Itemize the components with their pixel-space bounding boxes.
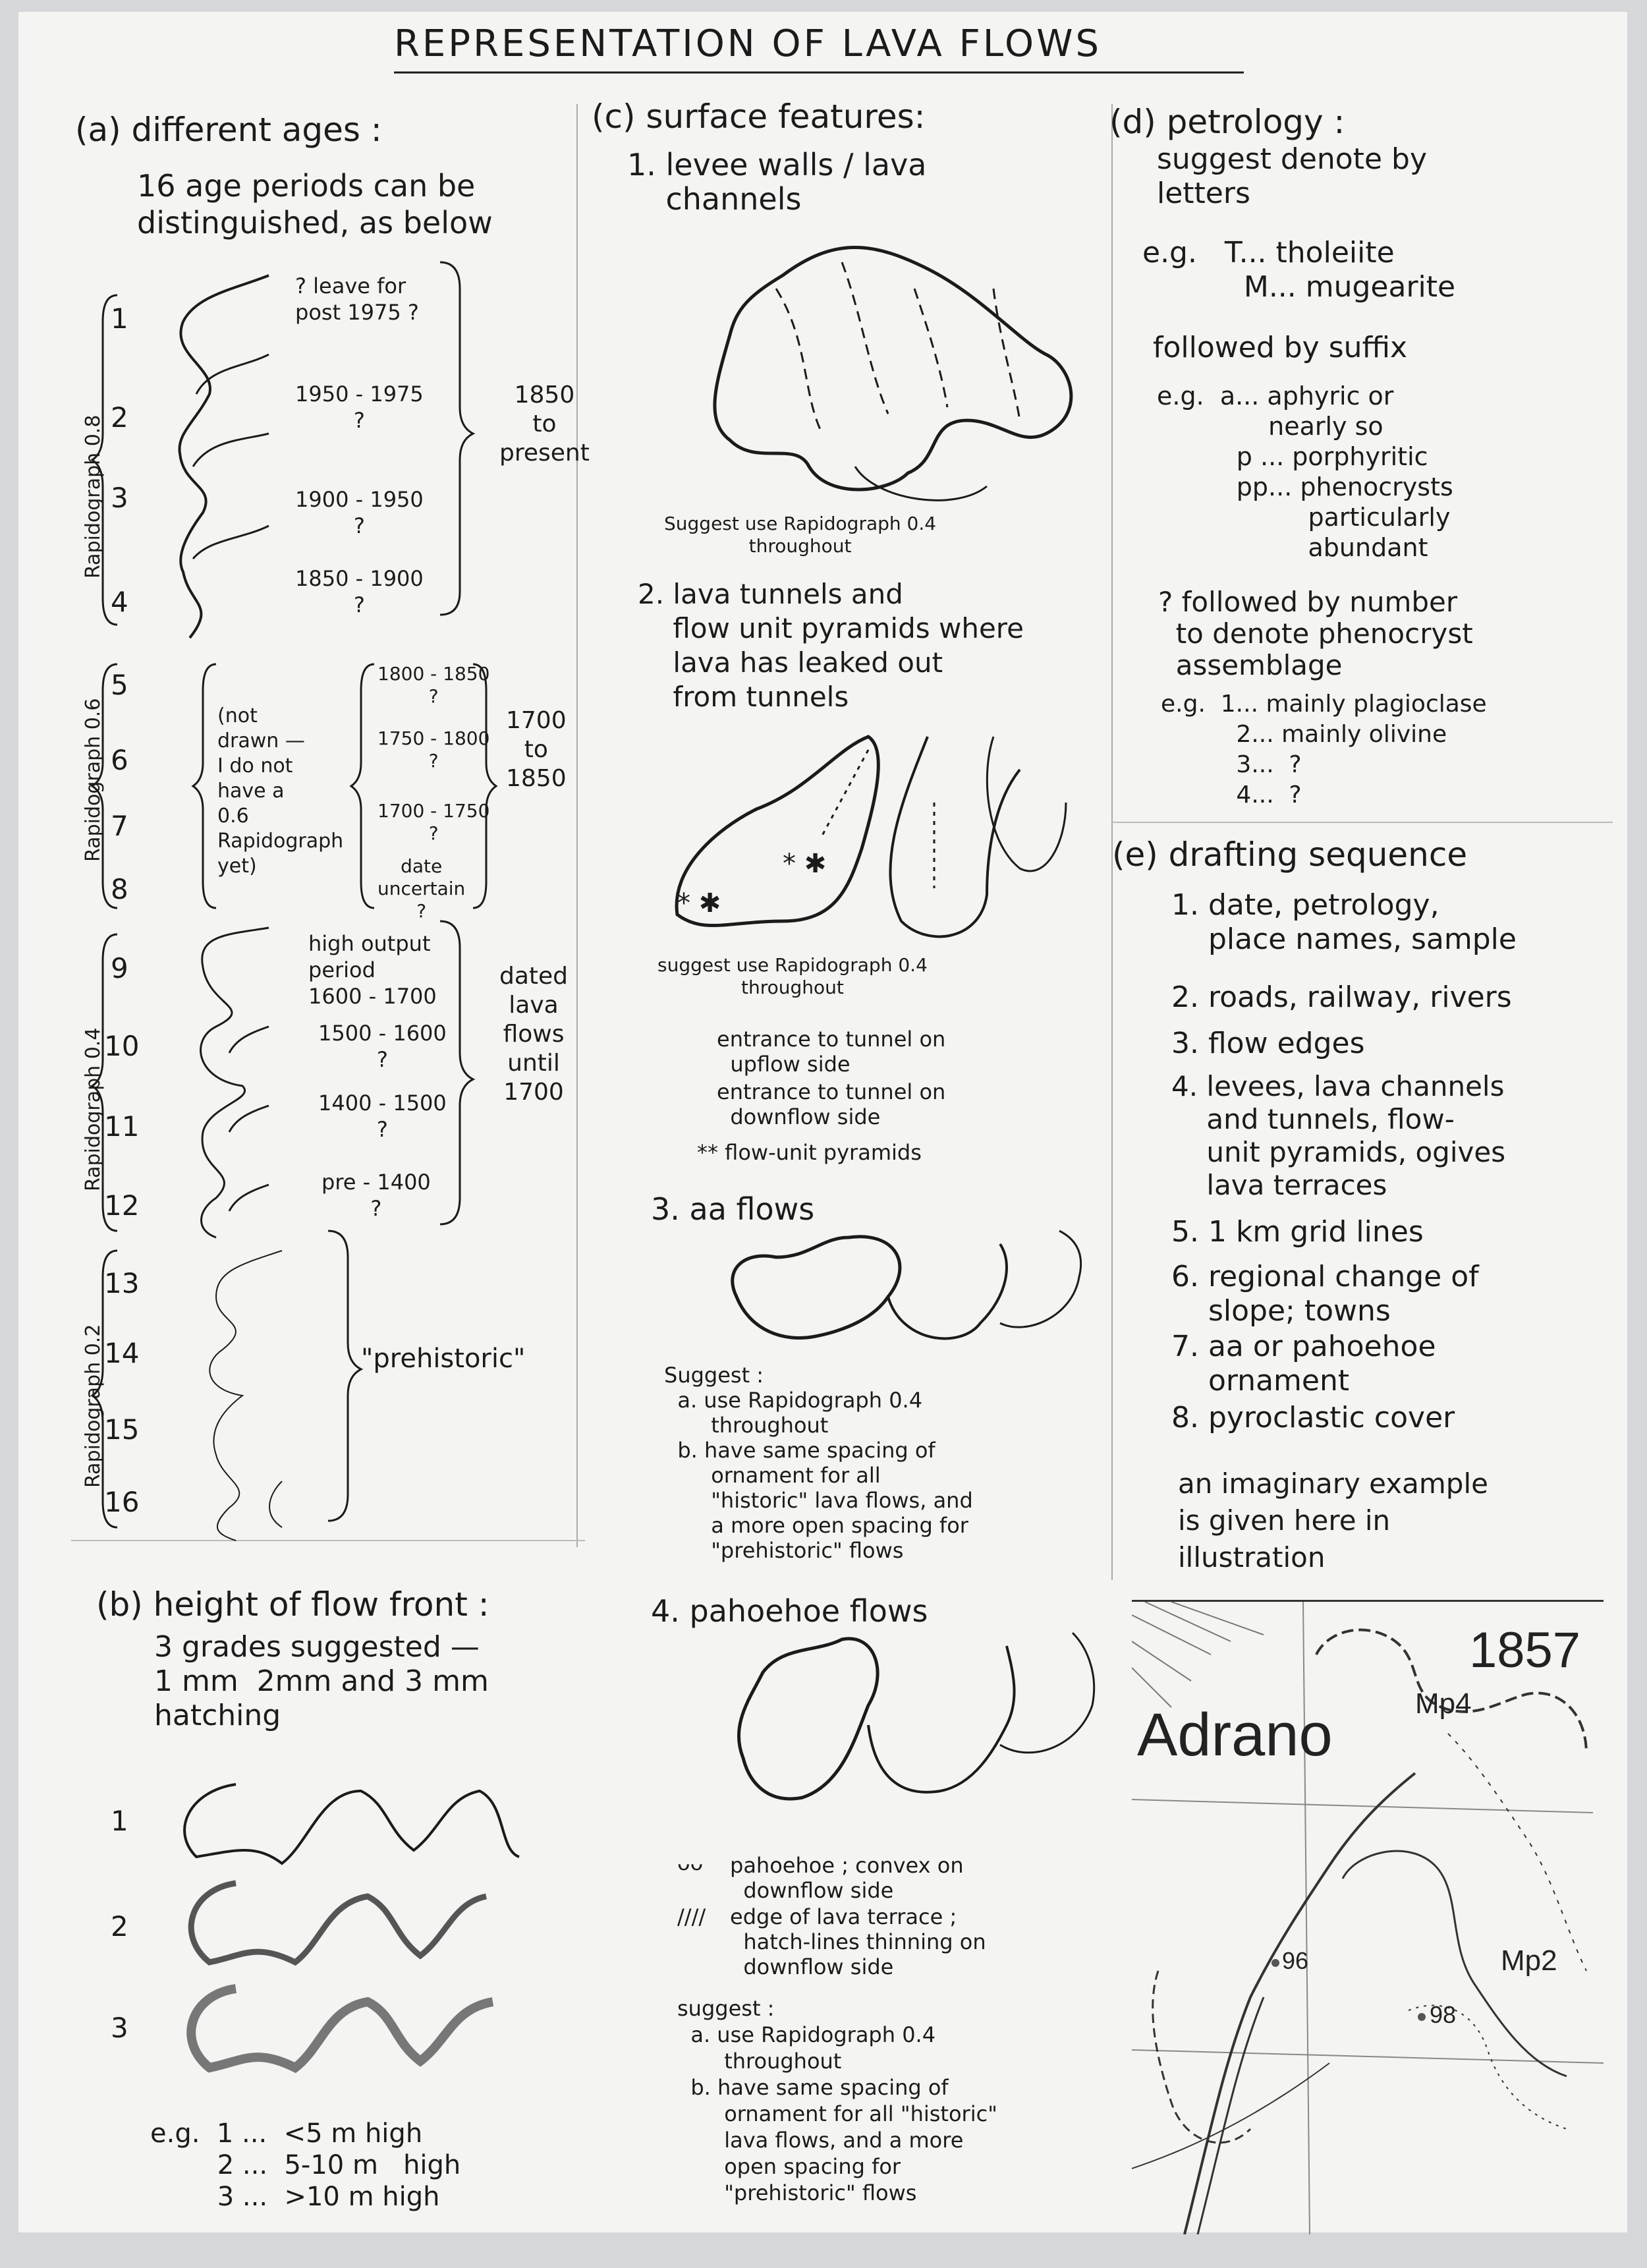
drafting-step-1: 1. date, petrology, place names, sample [1171, 888, 1517, 956]
lobe-10 [229, 1027, 269, 1053]
row-date-6: 1750 - 1800 ? [377, 727, 490, 772]
row-number-6: 6 [111, 744, 128, 776]
aa-diagram-lobe-3 [1000, 1231, 1081, 1327]
rapidograph-label-04: Rapidograph 0.4 [82, 1027, 105, 1191]
brace-not-drawn [193, 664, 216, 908]
grade-3-front [191, 1989, 493, 2068]
legend-pyramids: ** flow-unit pyramids [697, 1140, 922, 1165]
drafting-step-4: 4. levees, lava channels and tunnels, flow- unit pyramids, ogives lava terraces [1171, 1070, 1506, 1201]
levee-channel-2 [842, 262, 888, 414]
row-number-10: 10 [104, 1030, 140, 1062]
row-number-12: 12 [104, 1189, 140, 1222]
tunnel-diagram-lobe-2 [890, 737, 1020, 936]
map-petrology-label-1: Mp4 [1415, 1687, 1472, 1720]
aa-suggest: Suggest : a. use Rapidograph 0.4 throughout b. have same spacing of ornament for all "historic" lava flows, and a more open spacing for "prehistoric" flows [664, 1363, 973, 1563]
map-line-art [1132, 1602, 1604, 2234]
row-number-9: 9 [111, 952, 128, 984]
section-b-intro: 3 grades suggested — 1 mm 2mm and 3 mm hatching [154, 1630, 489, 1732]
pahoehoe-diagram-lobe-1 [739, 1639, 878, 1799]
drafting-step-6: 6. regional change of slope; towns [1171, 1260, 1479, 1328]
row-number-15: 15 [104, 1413, 140, 1446]
row-number-2: 2 [111, 401, 128, 434]
grade-1-front [184, 1784, 519, 1863]
group-label-1700-1850: 1700 to 1850 [506, 707, 567, 792]
lobe-16 [269, 1481, 282, 1527]
not-drawn-note: (not drawn — I do not have a 0.6 Rapidograph yet) [217, 704, 344, 878]
levee-diagram-outline [715, 248, 1071, 490]
levee-lower-lobe [855, 467, 987, 500]
drafting-step-8: 8. pyroclastic cover [1171, 1401, 1455, 1434]
map-spot-height-2: 98 [1430, 2001, 1457, 2028]
row-date-8: date uncertain ? [377, 855, 466, 922]
row-number-8: 8 [111, 873, 128, 905]
brace-1850-present [440, 262, 473, 615]
grade-2-front [191, 1883, 486, 1962]
drafting-step-2: 2. roads, railway, rivers [1171, 980, 1512, 1014]
group-label-dated-until-1700: dated lava flows until 1700 [499, 963, 569, 1106]
row-date-1: ? leave for post 1975 ? [295, 273, 419, 325]
lobe-2 [196, 354, 269, 394]
row-date-3: 1900 - 1950 ? [295, 487, 424, 538]
number-list: e.g. 1... mainly plagioclase 2... mainly olivine 3... ? 4... ? [1161, 691, 1487, 808]
levee-channel-1 [776, 289, 822, 434]
row-date-12: pre - 1400 ? [321, 1170, 431, 1221]
section-d-heading: (d) petrology : [1109, 103, 1345, 141]
row-date-4: 1850 - 1900 ? [295, 566, 424, 617]
tunnel-note: suggest use Rapidograph 0.4 throughout [657, 954, 928, 998]
levee-channel-4 [993, 289, 1020, 420]
legend-pahoehoe: pahoehoe ; convex on downflow side [730, 1853, 964, 1903]
row-number-4: 4 [111, 586, 128, 618]
levee-title: 1. levee walls / lava channels [627, 147, 927, 217]
section-a-heading: (a) different ages : [75, 111, 382, 149]
row-number-1: 1 [111, 302, 128, 335]
section-b-heading: (b) height of flow front : [96, 1585, 489, 1624]
number-intro: ? followed by number to denote phenocryst assemblage [1158, 586, 1473, 681]
lobe-4 [193, 526, 269, 559]
petrology-intro: suggest denote by letters [1157, 142, 1427, 210]
tunnel-diagram-lobe-3 [987, 737, 1066, 871]
rapidograph-label-06: Rapidograph 0.6 [82, 698, 105, 862]
suffix-intro: followed by suffix [1153, 331, 1408, 364]
section-a-intro: 16 age periods can be distinguished, as below [137, 168, 493, 241]
row-number-14: 14 [104, 1337, 140, 1369]
drafting-step-5: 5. 1 km grid lines [1171, 1215, 1424, 1249]
pahoehoe-suggest: suggest : a. use Rapidograph 0.4 throughout b. have same spacing of ornament for all "historic" lava flows, and a more open spacing for "prehistoric" flows [677, 1996, 997, 2205]
row-number-16: 16 [104, 1486, 140, 1518]
aa-title: 3. aa flows [651, 1191, 815, 1227]
map-year-label: 1857 [1469, 1622, 1581, 1678]
row-date-2: 1950 - 1975 ? [295, 382, 424, 433]
legend-tunnel-downflow: entrance to tunnel on downflow side [717, 1079, 946, 1129]
group-label-1850-present: 1850 to present [499, 382, 590, 467]
row-date-10: 1500 - 1600 ? [318, 1021, 447, 1072]
height-example: e.g. 1 ... <5 m high 2 ... 5-10 m high 3 ... >10 m high [150, 2118, 461, 2212]
rapidograph-label-08: Rapidograph 0.8 [82, 414, 105, 579]
grade-label-2: 2 [111, 1910, 128, 1942]
grade-label-1: 1 [111, 1805, 128, 1837]
legend-lava-terrace: edge of lava terrace ; hatch-lines thinning on downflow side [730, 1904, 986, 1979]
row-number-7: 7 [111, 810, 128, 842]
row-number-5: 5 [111, 669, 128, 701]
suffix-list: e.g. a... aphyric or nearly so p ... porphyritic pp... phenocrysts particularly abundant [1157, 382, 1453, 562]
drafting-step-7: 7. aa or pahoehoe ornament [1171, 1330, 1436, 1398]
drawing-sheet: REPRESENTATION OF LAVA FLOWS (a) different ages : 16 age periods can be distinguished, as below Rapidograph 0.8 Rapidograph 0.6 Rapidograph 0.4 Rapidograph 0.2 1 2 3 4 5 6 7 8 9 10 11 12 13 14 15 16 ? leave for post 1975 ? 1950 - 1975 ? 1900 - 1950 ? 1850 - 1900 ? 1800 - 1850 ? 1750 - 1800 ? 1700 - 1750 ? date uncertain ? high output period 1600 - 1700 1500 - 1600 ? 1400 - 1500 ? pre - 1400 ? 1850 to present (not drawn — I do not have a 0.6 Rapidograph yet) 1700 to 1850 dated lava flows until 1700 "prehistoric" (b) height of flow front : 3 grades suggested — 1 mm 2mm and 3 mm hatching 1 2 3 e.g. 1 ... <5 m high 2 ... 5-10 m high 3 ... >10 m high (c) surface features: 1. levee walls / lava channels Suggest use Rapidograph 0.4 throughout 2. lava tunnels and flow unit pyramids where lava has leaked out from tunnels suggest use Rapidograph 0.4 throughout * ✱ * ✱ entrance to tunnel on upflow side entrance to tunnel on downflow side ** flow-unit pyramids 3. aa flows Suggest : a. use Rapidograph 0.4 throughout b. have same spacing of ornament for all "historic" lava flows, and a more open spacing for "prehistoric" flows 4. pahoehoe flows ᴗᴗ pahoehoe ; convex on downflow side //// edge of lava terrace ; hatch-lines thinning on downflow side suggest : a. use Rapidograph 0.4 throughout b. have same spacing of ornament for all "historic" lava flows, and a more open spacing for "prehistoric" flows (d) petrology : suggest denote by letters e.g. T... tholeiite M... mugearite followed by suffix e.g. a... aphyric or nearly so p ... porphyritic pp... phenocrysts particularly abundant ? followed by number to denote phenocryst assemblage e.g. 1... mainly plagioclase 2... mainly olivine 3... ? 4... ? (e) drafting sequence 1. date, petrology, place names, sample 2. roads, railway, rivers 3. flow edges 4. levees, lava channels and tunnels, flow- unit pyramids, ogives lava terraces 5. 1 km grid lines 6. regional change of slope; towns 7. aa or pahoehoe ornament 8. pyroclastic cover an imaginary example is given here in illustration 1857 Adrano Mp4 Mp2 96 98 [18, 12, 1627, 2232]
row-date-11: 1400 - 1500 ? [318, 1091, 447, 1142]
rapidograph-label-02: Rapidograph 0.2 [82, 1324, 105, 1488]
map-spot-height-1: 96 [1282, 1947, 1309, 1974]
lobe-3 [193, 434, 269, 467]
brace-prehistoric [328, 1231, 361, 1521]
example-note: an imaginary example is given here in illustration [1178, 1467, 1488, 1573]
aa-diagram-lobe-1 [733, 1237, 900, 1338]
petrology-letters: e.g. T... tholeiite M... mugearite [1142, 236, 1456, 304]
row-number-3: 3 [111, 482, 128, 514]
row-number-11: 11 [104, 1110, 140, 1143]
lobe-11 [229, 1106, 269, 1132]
row-date-5: 1800 - 1850 ? [377, 663, 490, 707]
row-date-7: 1700 - 1750 ? [377, 800, 490, 844]
page-title: REPRESENTATION OF LAVA FLOWS [394, 22, 1102, 65]
group-label-prehistoric: "prehistoric" [361, 1344, 526, 1374]
section-e-heading: (e) drafting sequence [1112, 836, 1468, 874]
row-number-13: 13 [104, 1267, 140, 1299]
row-date-9: high output period 1600 - 1700 [308, 931, 437, 1009]
aa-diagram-lobe-2 [888, 1244, 1007, 1338]
section-c-heading: (c) surface features: [592, 98, 926, 136]
tunnel-title: 2. lava tunnels and flow unit pyramids where lava has leaked out from tunnels [638, 578, 1024, 713]
pahoehoe-diagram-lobe-2 [868, 1646, 1015, 1792]
map-petrology-label-2: Mp2 [1501, 1944, 1557, 1977]
legend-tunnel-upflow: entrance to tunnel on upflow side [717, 1027, 946, 1077]
levee-note: Suggest use Rapidograph 0.4 throughout [664, 513, 937, 557]
grade-label-3: 3 [111, 2012, 128, 2044]
brace-dates-5-8-left [351, 664, 374, 908]
flow-front-rows-1-4 [179, 275, 269, 638]
map-town-label: Adrano [1137, 1701, 1333, 1769]
brace-dated-until-1700 [440, 921, 473, 1224]
pahoehoe-title: 4. pahoehoe flows [651, 1593, 928, 1629]
flow-front-rows-9-12 [201, 928, 269, 1237]
example-map [1132, 1600, 1604, 2234]
levee-channel-3 [914, 289, 947, 407]
drafting-step-3: 3. flow edges [1171, 1027, 1365, 1060]
lobe-12 [229, 1185, 269, 1211]
